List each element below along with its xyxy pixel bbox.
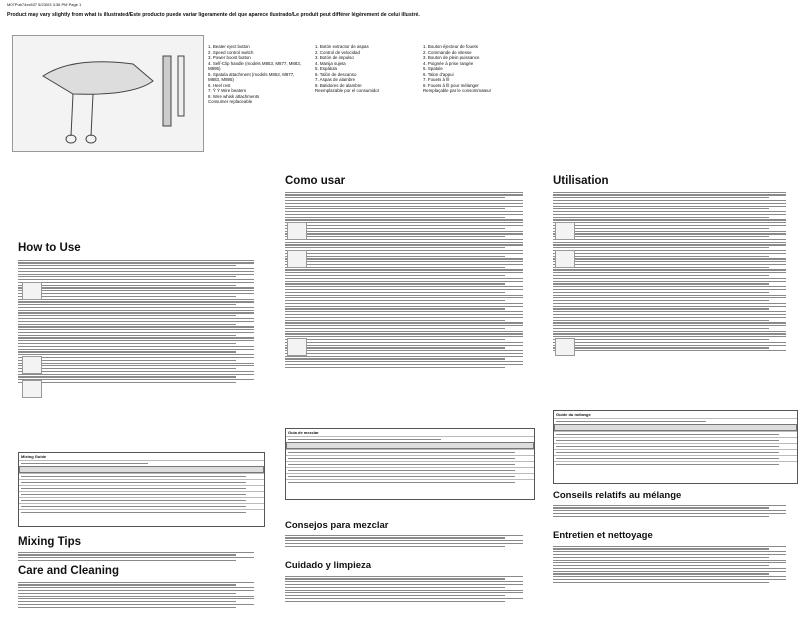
parts-item: 3. Botón de impulso [315,55,354,60]
cuidado-heading: Cuidado y limpieza [285,560,372,571]
how-to-use-body [18,258,266,385]
parts-item: 1. Botón extractor de aspas [315,44,369,49]
parts-item: 8. Wire whisk attachments [208,93,260,99]
step-illustration [287,338,307,356]
parts-item: 6. Talón de descanso [315,71,357,77]
parts-item: 5. Spatule [423,66,443,71]
mixer-illustration [12,35,204,152]
parts-item: 3. Power boost button [208,55,251,60]
guia-mezcla-title: Guía de mezclar [288,430,319,435]
step-illustration [22,282,42,300]
step-illustration [287,250,307,268]
parts-item: 8. Fouets à fil pour mélanger [423,82,479,88]
step-illustration [555,222,575,240]
parts-item: 7. Ÿ Ý Wire beaters [208,88,247,93]
parts-item: 1. Bouton éjecteur de fouets [423,44,478,49]
step-illustration [22,380,42,398]
parts-item: 2. Speed control switch [208,49,254,55]
step-illustration [22,356,42,374]
parts-item: Consumer replaceable [208,99,253,104]
parts-item: 6. Talon d'appui [423,71,454,77]
parts-list-fr [423,44,518,94]
parts-item: Reemplazable por el consumidor [315,88,380,93]
utilisation-body [553,190,798,353]
consejos-heading: Consejos para mezclar [285,520,389,531]
parts-item: 4. Poignée à prise rangée [423,60,474,66]
entretien-heading: Entretien et nettoyage [553,530,653,541]
step-illustration [555,250,575,268]
parts-item: 6. Heel rest [208,82,231,88]
como-usar-heading: Como usar [285,175,346,187]
cuidado-body [285,574,535,603]
guide-melange-table [553,410,798,484]
parts-item: Remplaçable par le consommateur [423,88,492,93]
parts-item: 4. Manija sujeta [315,60,346,66]
utilisation-heading: Utilisation [553,175,609,187]
mixing-tips-heading: Mixing Tips [18,536,82,548]
guia-mezcla-table [285,428,535,500]
step-illustration [555,338,575,356]
parts-item: 5. Espátula [315,66,337,71]
parts-item: 8. Batidores de alambre [315,82,362,88]
guide-melange-title: Guide du mélange [556,412,591,417]
conseils-body [553,503,798,519]
how-to-use-heading: How to Use [18,242,81,254]
parts-item: 7. Fouets à fil [423,77,450,82]
care-cleaning-heading: Care and Cleaning [18,565,119,577]
como-usar-body [285,190,535,370]
parts-item: 2. Commande de vitesse [423,49,472,55]
parts-item: 2. Control de velocidad [315,49,360,55]
parts-item: 7. Aspas de alambre [315,77,356,82]
consejos-body [285,533,535,549]
mixing-guide-title: Mixing Guide [21,454,47,459]
mixing-tips-body [18,550,266,563]
parts-list-en [208,44,303,105]
product-variation-note: Product may vary slightly from what is illustrated/Este producto puede variar ligeramente del que aparece ilustrado/Le produit peut différer légèrement de celui illustré. [7,12,420,18]
step-illustration [287,222,307,240]
parts-item: 4. Self-Clip handle (models M853, M877, M883, M895) [208,60,301,71]
entretien-body [553,544,798,585]
print-header: M07Pub74xx837 5/23/03 3:36 PM Page 1 [7,2,82,7]
parts-item: 1. Beater eject button [208,44,250,49]
parts-list-es [315,44,410,94]
care-cleaning-body [18,580,266,609]
parts-item: 3. Bouton de plein puissance [423,55,480,60]
mixing-guide-table [18,452,265,527]
parts-item: 5. Spatula attachment (models M853, M877, M883, M895) [208,71,295,82]
conseils-heading: Conseils relatifs au mélange [553,490,682,501]
